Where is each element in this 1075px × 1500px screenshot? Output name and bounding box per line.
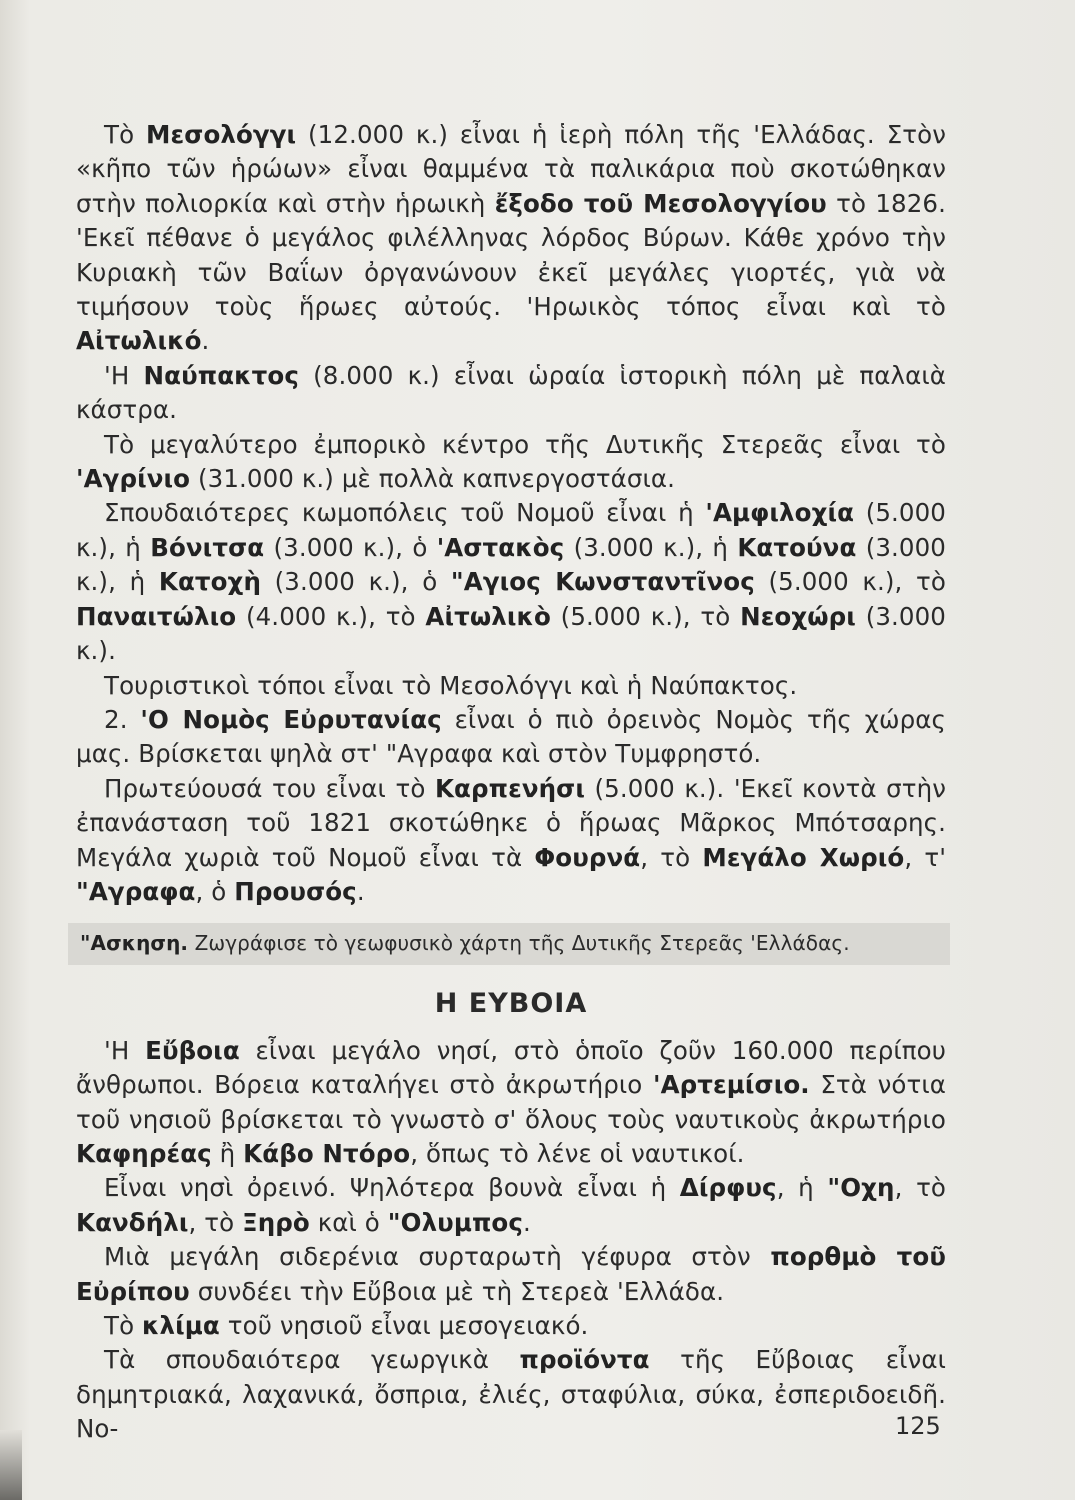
paragraph-evia-climate: Τὸ κλίμα τοῦ νησιοῦ εἶναι μεσογειακό.: [104, 1311, 589, 1340]
paragraph-karpenisi: Πρωτεύουσά του εἶναι τὸ Καρπενήσι (5.000 κ.). 'Εκεῖ κοντὰ στὴν ἐπανάσταση τοῦ 1821 σκοτώθηκε ὁ ἥρωας Μᾶρκος Μπότσαρης. Μεγάλα χωριὰ τοῦ Νομοῦ εἶναι τὰ Φουρνά, τὸ Μεγάλο Χωριό, τ' "Αγραφα, ὁ Προυσός.: [76, 773, 947, 906]
paragraph-evia-products: Τὰ σπουδαιότερα γεωργικὰ προϊόντα τῆς Εὔβοιας εἶναι δημητριακά, λαχανικά, ὄσπρια, ἐλιές, σταφύλια, σύκα, ἐσπεριδοειδῆ. Νο-: [76, 1345, 946, 1444]
paragraph-towns: Σπουδαιότερες κωμοπόλεις τοῦ Νομοῦ εἶναι ἡ 'Αμφιλοχία (5.000 κ.), ἡ Βόνιτσα (3.000 κ.), ὁ 'Αστακὸς (3.000 κ.), ἡ Κατούνα (3.000 κ.), ἡ Κατοχὴ (3.000 κ.), ὁ "Αγιος Κωνσταντῖνος (5.000 κ.), τὸ Παναιτώλιο (4.000 κ.), τὸ Αἰτωλικὸ (5.000 κ.), τὸ Νεοχώρι (3.000 κ.).: [76, 498, 946, 666]
exercise-text: Ζωγράφισε τὸ γεωφυσικὸ χάρτη τῆς Δυτικῆς Στερεᾶς 'Ελλάδας.: [188, 931, 850, 956]
paragraph-mesolongi: Τὸ Μεσολόγγι (12.000 κ.) εἶναι ἡ ἱερὴ πόλη τῆς 'Ελλάδας. Στὸν «κῆπο τῶν ἡρώων» εἶναι θαμμένα τὰ παλικάρια ποὺ σκοτώθηκαν στὴν πολιορκία καὶ στὴν ἡρωικὴ ἔξοδο τοῦ Μεσολογγίου τὸ 1826. 'Εκεῖ πέθανε ὁ μεγάλος φιλέλληνας λόρδος Βύρων. Κάθε χρόνο τὴν Κυριακὴ τῶν Βαΐων ὀργανώνουν ἐκεῖ μεγάλες γιορτές, γιὰ νὰ τιμήσουν τοὺς ἥρωες αὐτούς. 'Ηρωικὸς τόπος εἶναι καὶ τὸ Αἰτωλικό.: [76, 120, 946, 356]
book-spine-shadow: [0, 1430, 22, 1500]
exercise-box: [68, 923, 950, 965]
section-heading: Η ΕΥΒΟΙΑ: [434, 988, 588, 1020]
paragraph-evia-bridge: Μιὰ μεγάλη σιδερένια συρταρωτὴ γέφυρα στὸν πορθμὸ τοῦ Εὐρίπου συνδέει τὴν Εὔβοια μὲ τὴ Στερεὰ 'Ελλάδα.: [76, 1242, 946, 1306]
paragraph-evia-mountains: Εἶναι νησὶ ὀρεινό. Ψηλότερα βουνὰ εἶναι ἡ Δίρφυς, ἡ "Οχη, τὸ Κανδήλι, τὸ Ξηρὸ καὶ ὁ "Ολυμπος.: [76, 1173, 947, 1237]
paragraph-evia-intro: 'Η Εὔβοια εἶναι μεγάλο νησί, στὸ ὁποῖο ζοῦν 160.000 περίπου ἄνθρωποι. Βόρεια καταλήγει στὸ ἀκρωτήριο 'Αρτεμίσιο. Στὰ νότια τοῦ νησιοῦ βρίσκεται τὸ γνωστὸ σ' ὅλους τοὺς ναυτικοὺς ἀκρωτήριο Καφηρέας ἢ Κάβο Ντόρο, ὅπως τὸ λένε οἱ ναυτικοί.: [76, 1035, 946, 1168]
page-number: 125: [895, 1412, 941, 1440]
paragraph-agrinio: Τὸ μεγαλύτερο ἐμπορικὸ κέντρο τῆς Δυτικῆς Στερεᾶς εἶναι τὸ 'Αγρίνιο (31.000 κ.) μὲ πολλὰ καπνεργοστάσια.: [76, 429, 946, 494]
paragraph-nafpaktos: 'Η Ναύπακτος (8.000 κ.) εἶναι ὡραία ἱστορικὴ πόλη μὲ παλαιὰ κάστρα.: [76, 360, 946, 425]
paragraph-tourism: Τουριστικοὶ τόποι εἶναι τὸ Μεσολόγγι καὶ ἡ Ναύπακτος.: [104, 670, 798, 700]
exercise-label: "Ασκηση.: [80, 931, 189, 956]
body-text: [76, 118, 946, 1447]
paragraph-evrytania: 2. 'Ο Νομὸς Εὐρυτανίας εἶναι ὁ πιὸ ὀρεινὸς Νομὸς τῆς χώρας μας. Βρίσκεται ψηλὰ στ' "Αγραφα καὶ στὸν Τυμφρηστό.: [76, 704, 946, 769]
